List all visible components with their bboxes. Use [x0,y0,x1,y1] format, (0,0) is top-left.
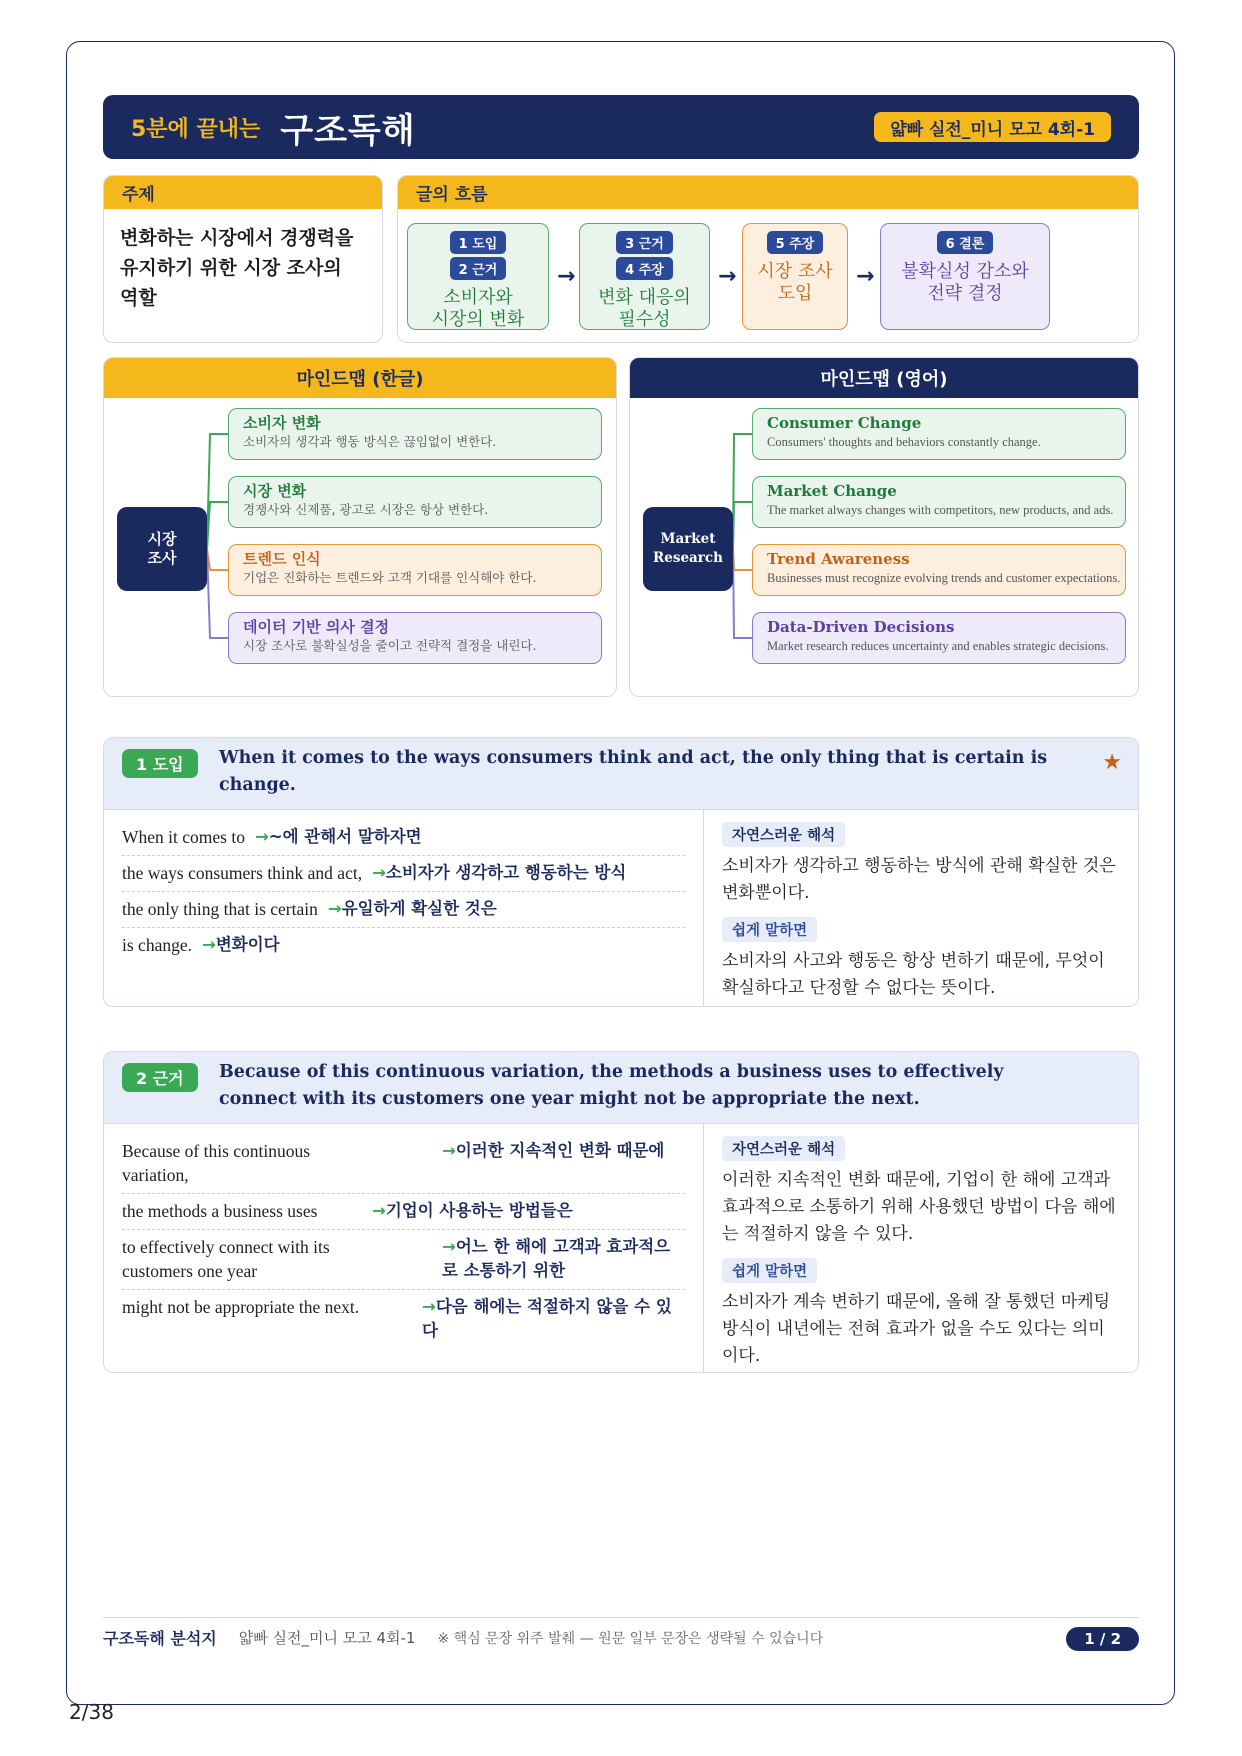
page-indicator: 1 / 2 [1066,1627,1139,1651]
node-title: Trend Awareness [767,550,910,568]
flow-arrow-icon: → [856,264,875,289]
mindmap-connector [207,434,228,549]
flow-step-badge: 1 도입 [450,231,507,254]
chunk-english: the methods a business uses [122,1201,318,1221]
chunk-korean: → 이러한 지속적인 변화 때문에 [442,1139,664,1187]
interpretation [704,1124,1138,1373]
flow-step-badge: 6 결론 [937,231,994,254]
mindmap-korean-label: 마인드맵 (한글) [104,358,616,398]
flow-step-badge: 3 근거 [616,231,673,254]
node-description: 경쟁사와 신제품, 광고로 시장은 항상 변한다. [243,502,489,517]
mindmap-connector [207,549,228,638]
mindmap_kr-node [228,476,602,528]
sentence-text: Because of this continuous variation, the methods a business uses to effectively connect with its customers one year might not be appropriate the next. [219,1062,1004,1109]
footer [103,1617,1139,1657]
mindmap-english-label: 마인드맵 (영어) [630,358,1138,398]
mindmap-korean [103,357,617,697]
node-description: 소비자의 생각과 행동 방식은 끊임없이 변한다. [243,434,497,449]
sentence-card-1 [103,737,1139,1007]
exam-tag: 얇빠 실전_미니 모고 4회-1 [874,112,1111,142]
topic-label: 주제 [104,176,382,209]
flow-arrow-icon: → [718,264,737,289]
node-title: Consumer Change [767,414,922,432]
natural-label: 자연스러운 해석 [722,1136,845,1161]
mindmap_en-node [752,612,1126,664]
sentence-text: When it comes to the ways consumers think and act, the only thing that is certain is change. [219,748,1048,795]
chunk-row [122,928,685,963]
sentence-badge: 1 도입 [122,749,198,778]
star-icon: ★ [1102,750,1122,775]
flow-step-text: 시장 조사 도입 [757,261,833,304]
easy-text: 소비자의 사고와 행동은 항상 변하기 때문에, 무엇이 확실하다고 단정할 수 없다는 뜻이다. [722,951,1105,998]
easy-label: 쉽게 말하면 [722,917,817,942]
easy-text: 소비자가 계속 변하기 때문에, 올해 잘 통했던 마케팅 방식이 내년에는 전혀 효과가 없을 수도 있다는 의미이다. [722,1292,1111,1366]
mindmap-english-center: Market Research [643,507,733,591]
node-title: Data-Driven Decisions [767,618,955,636]
chunk-row [122,1230,685,1290]
sentence-card-2 [103,1051,1139,1373]
chunk-korean: → 어느 한 해에 고객과 효과적으로 소통하기 위한 [442,1235,685,1283]
flow-step-3 [742,223,848,330]
mindmap-connector [733,434,752,549]
mindmap-korean-center: 시장 조사 [117,507,207,591]
node-description: The market always changes with competitors, new products, and ads. [767,503,1114,517]
mindmap-connector [733,549,752,570]
chunk-korean: → 기업이 사용하는 방법들은 [372,1199,573,1223]
chunk-english: the only thing that is certain [122,899,318,919]
chunk-english: Because of this continuous variation, [122,1141,311,1185]
chunk-english: the ways consumers think and act, [122,863,363,883]
page-title: 구조독해 [280,110,416,151]
topic-text: 변화하는 시장에서 경쟁력을 유지하기 위한 시장 조사의 역할 [120,227,354,309]
node-description: Consumers' thoughts and behaviors constantly change. [767,435,1041,449]
footer-note: ※ 핵심 문장 위주 발췌 — 원문 일부 문장은 생략될 수 있습니다 [437,1630,824,1647]
chunk-row [122,892,685,928]
chunk-korean: → 유일하게 확실한 것은 [328,897,497,921]
header-kicker: 5분에 끝내는 [131,116,261,142]
natural-text: 이러한 지속적인 변화 때문에, 기업이 한 해에 고객과 효과적으로 소통하기 위해 사용했던 방법이 다음 해에는 적절하지 않을 수 있다. [722,1170,1116,1244]
mindmap_en-node [752,408,1126,460]
chunk-row [122,820,685,856]
chunk-list [104,1124,704,1373]
chunk-korean: → 변화이다 [202,933,280,957]
mindmap_en-node [752,544,1126,596]
node-description: Market research reduces uncertainty and enables strategic decisions. [767,639,1109,653]
easy-label: 쉽게 말하면 [722,1258,817,1283]
mindmap_kr-node [228,408,602,460]
flow-step-badge: 4 주장 [616,257,673,280]
chunk-english: When it comes to [122,827,245,847]
mindmap-connector [207,502,228,549]
chunk-row [122,1134,685,1194]
chunk-korean: → 소비자가 생각하고 행동하는 방식 [372,861,626,885]
flow-arrow-icon: → [557,264,576,289]
flow-step-text: 불확실성 감소와 전략 결정 [901,261,1029,304]
mindmap_en-node [752,476,1126,528]
chunk-row [122,856,685,892]
sentence-badge: 2 근거 [122,1063,198,1092]
node-description: Businesses must recognize evolving trends and customer expectations. [767,571,1121,585]
mindmap_kr-node [228,612,602,664]
chunk-korean: → ~에 관해서 말하자면 [255,825,422,849]
natural-text: 소비자가 생각하고 행동하는 방식에 관해 확실한 것은 변화뿐이다. [722,856,1116,903]
flow-label: 글의 흐름 [398,176,1138,209]
chunk-english: is change. [122,935,192,955]
node-description: 기업은 진화하는 트렌드와 고객 기대를 인식해야 한다. [243,570,537,585]
node-title: 소비자 변화 [243,414,321,432]
mindmap-connector [207,549,228,570]
chunk-english: to effectively connect with its customers one year [122,1237,330,1281]
chunk-row [122,1290,685,1349]
flow-step-badge: 5 주장 [767,231,824,254]
node-title: 트렌드 인식 [243,550,321,568]
sentence-body [104,810,1138,1007]
mindmap-connector [733,549,752,638]
footer-title: 구조독해 분석지 [103,1629,217,1648]
mindmap-connector [733,502,752,549]
flow-step-text: 소비자와 시장의 변화 [431,287,525,330]
footer-source: 얇빠 실전_미니 모고 4회-1 [238,1629,416,1647]
chunk-english: might not be appropriate the next. [122,1297,360,1317]
flow-step-badge: 2 근거 [450,257,507,280]
interpretation [704,810,1138,1007]
chunk-row [122,1194,685,1230]
sentence-header [104,1052,1138,1124]
flow-step-1 [407,223,549,330]
chunk-korean: → 다음 해에는 적절하지 않을 수 있다 [422,1295,685,1343]
mindmap_kr-node [228,544,602,596]
node-title: 시장 변화 [243,482,307,500]
flow-step-2 [579,223,710,330]
header-banner [103,95,1139,159]
mindmap-english [629,357,1139,697]
topic-panel [103,175,383,343]
flow-step-text: 변화 대응의 필수성 [598,287,691,330]
node-description: 시장 조사로 불확실성을 줄이고 전략적 결정을 내린다. [243,638,537,653]
node-title: 데이터 기반 의사 결정 [243,618,390,636]
chunk-list [104,810,704,1007]
page-counter: 2/38 [69,1700,114,1724]
natural-label: 자연스러운 해석 [722,822,845,847]
node-title: Market Change [767,482,897,500]
sentence-body [104,1124,1138,1373]
flow-step-4 [880,223,1050,330]
sentence-header [104,738,1138,810]
flow-panel [397,175,1139,343]
